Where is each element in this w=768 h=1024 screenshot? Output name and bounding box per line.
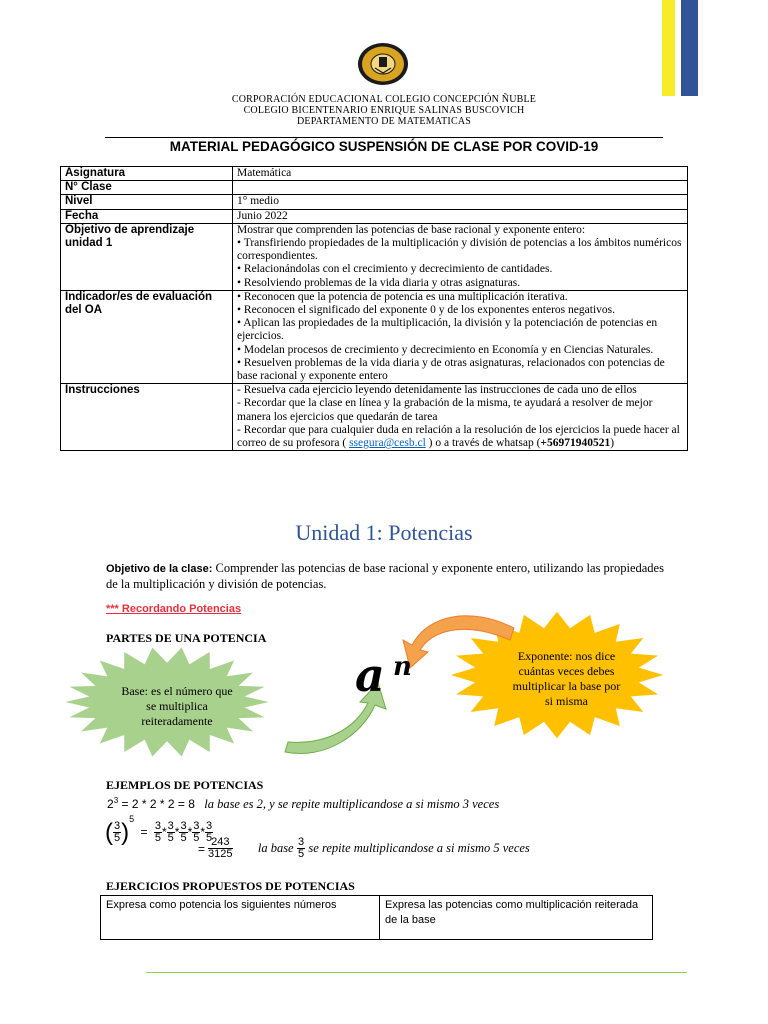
indicador-line: • Reconocen que la potencia de potencia es una multiplicación iterativa.: [237, 290, 568, 303]
class-objective-text: Comprender las potencias de base racional y exponente entero, utilizando las propiedades de la multiplicación y división de potencias.: [106, 561, 664, 591]
fraction-denominator: 5: [167, 832, 174, 845]
result-denominator: 3125: [208, 848, 233, 860]
indicador-label: Indicador/es de evaluación del OA: [61, 290, 233, 383]
ejercicios-heading: EJERCICIOS PROPUESTOS DE POTENCIAS: [106, 879, 355, 893]
indicador-line: • Aplican las propiedades de la multiplicación, la división y la potenciación de potencias en ejercicios.: [237, 317, 658, 343]
example-1-expansion: = 2 * 2 * 2 = 8: [118, 797, 195, 811]
fraction-numerator: 3: [180, 820, 187, 833]
example-2-comment-pre: la base: [257, 841, 294, 855]
header-school: COLEGIO BICENTENARIO ENRIQUE SALINAS BUSCOVICH: [243, 105, 525, 116]
objetivo-line: • Transfiriendo propiedades de la multiplicación y división de potencias a los ámbitos numéricos correspondientes.: [237, 237, 682, 263]
header-corporation: CORPORACIÓN EDUCACIONAL COLEGIO CONCEPCIÓN ÑUBLE: [231, 94, 537, 105]
fraction-numerator: 3: [206, 820, 213, 833]
ejercicios-col-2: Expresa las potencias como multiplicación reiterada de la base: [380, 896, 653, 940]
open-paren: (: [105, 818, 113, 846]
indicador-line: • Modelan procesos de crecimiento y decrecimiento en Economía y en Ciencias Naturales.: [237, 343, 654, 356]
instruction-text: ): [610, 437, 615, 450]
class-objective-label: Objetivo de la clase:: [106, 563, 213, 575]
recordando-heading: *** Recordando Potencias: [106, 603, 242, 615]
asignatura-value: Matemática: [233, 167, 688, 181]
objetivo-line: • Resolviendo problemas de la vida diaria y otras asignaturas.: [237, 276, 521, 289]
fraction-denominator: 5: [114, 832, 121, 845]
instruction-line: - Recordar que la clase en línea y la grabación de la misma, te ayudará a resolver de mejor manera los ejercicios que quedarán de tarea: [237, 397, 653, 423]
fraction-denominator: 5: [206, 832, 213, 845]
document-title: MATERIAL PEDAGÓGICO SUSPENSIÓN DE CLASE POR COVID-19: [169, 139, 599, 154]
clase-label: N° Clase: [61, 181, 233, 195]
result-numerator: 243: [208, 837, 232, 849]
asignatura-label: Asignatura: [61, 167, 233, 181]
instruction-text: - Recordar que para cualquier duda en relación a la resolución de los ejercicios la puede hacer al correo de su profesora (: [237, 423, 680, 450]
fraction-denominator: 5: [180, 832, 187, 845]
partes-heading: PARTES DE UNA POTENCIA: [106, 631, 267, 645]
footer-divider: [146, 972, 687, 973]
factor-fraction: [154, 821, 162, 844]
exponent-bubble-text: Exponente: nos dice cuántas veces debes multiplicar la base por si misma: [512, 649, 621, 708]
indicador-line: • Reconocen el significado del exponente 0 y de los exponentes enteros negativos.: [237, 304, 615, 317]
fraction-denominator: 5: [154, 832, 161, 845]
result-fraction: [208, 837, 232, 860]
fecha-label: Fecha: [61, 209, 233, 223]
ejercicios-table: [100, 895, 653, 940]
base-bubble-text: Base: es el número que se multiplica reiteradamente: [121, 684, 233, 728]
header-department: DEPARTAMENTO DE MATEMATICAS: [296, 116, 471, 127]
whatsapp-number: +56971940521: [540, 437, 611, 450]
fraction-denominator: 5: [297, 848, 305, 860]
ejercicios-col-1: Expresa como potencia los siguientes números: [101, 896, 380, 940]
objetivo-line: Mostrar que comprenden las potencias de base racional y exponente entero:: [237, 223, 586, 236]
ejemplos-heading: EJEMPLOS DE POTENCIAS: [106, 778, 264, 792]
fraction-numerator: 3: [114, 820, 121, 833]
instruction-text: ) o a través de whatsap (: [425, 437, 541, 450]
fraction-numerator: 3: [154, 820, 161, 833]
fecha-value: Junio 2022: [233, 209, 688, 223]
ejercicios-row: [101, 896, 653, 940]
unit-title: Unidad 1: Potencias: [295, 520, 473, 545]
example-1-comment: la base es 2, y se repite multiplicandose a si mismo 3 veces: [204, 797, 500, 811]
example-1-exponent: 3: [113, 796, 119, 805]
example-2-result: = $\frac{243}{3125}$ la base $\frac{3}{5}$ se repite multiplicandose a si mismo 5 veces: [198, 836, 530, 860]
nivel-label: Nivel: [61, 195, 233, 209]
indicador-line: • Resuelven problemas de la vida diaria y de otras asignaturas, relacionados con potencias de base racional y exponente entero: [237, 356, 665, 383]
example-2-expansion: ( $\frac{3}{5}$ )$^5$ = $\frac{3}{5}$ * $\frac{3}{5}$ * $\frac{3}{5}$ * $\frac{3}{5}$ * $\frac{3}{5}$: [105, 814, 213, 846]
close-paren: ): [121, 818, 130, 846]
instrucciones-label: Instrucciones: [61, 384, 233, 451]
comment-fraction: [297, 837, 305, 860]
nivel-value: 1° medio: [233, 195, 688, 209]
objetivo-label: Objetivo de aprendizaje unidad 1: [61, 223, 233, 290]
teacher-email-link[interactable]: ssegura@cesb.cl: [349, 437, 426, 450]
example-1-base: 2: [107, 797, 114, 811]
example-2-exponent: 5: [129, 814, 135, 824]
power-exponent-letter: n: [393, 652, 412, 682]
factor-fraction: [167, 821, 175, 844]
fraction-numerator: 3: [167, 820, 174, 833]
objetivo-line: • Relacionándolas con el crecimiento y decrecimiento de cantidades.: [237, 263, 553, 276]
fraction-numerator: 3: [193, 820, 200, 833]
example-2-base-fraction: [113, 821, 121, 844]
example-2-comment-post: se repite multiplicandose a si mismo 5 veces: [308, 841, 530, 855]
fraction-denominator: 5: [193, 832, 200, 845]
factor-fraction: [179, 821, 187, 844]
instruction-line: - Resuelva cada ejercicio leyendo detenidamente las instrucciones de cada uno de ellos: [237, 384, 637, 397]
fraction-numerator: 3: [297, 836, 305, 848]
power-base-letter: a: [355, 648, 385, 702]
example-1: [107, 796, 499, 812]
orange-arrow: [403, 616, 514, 668]
